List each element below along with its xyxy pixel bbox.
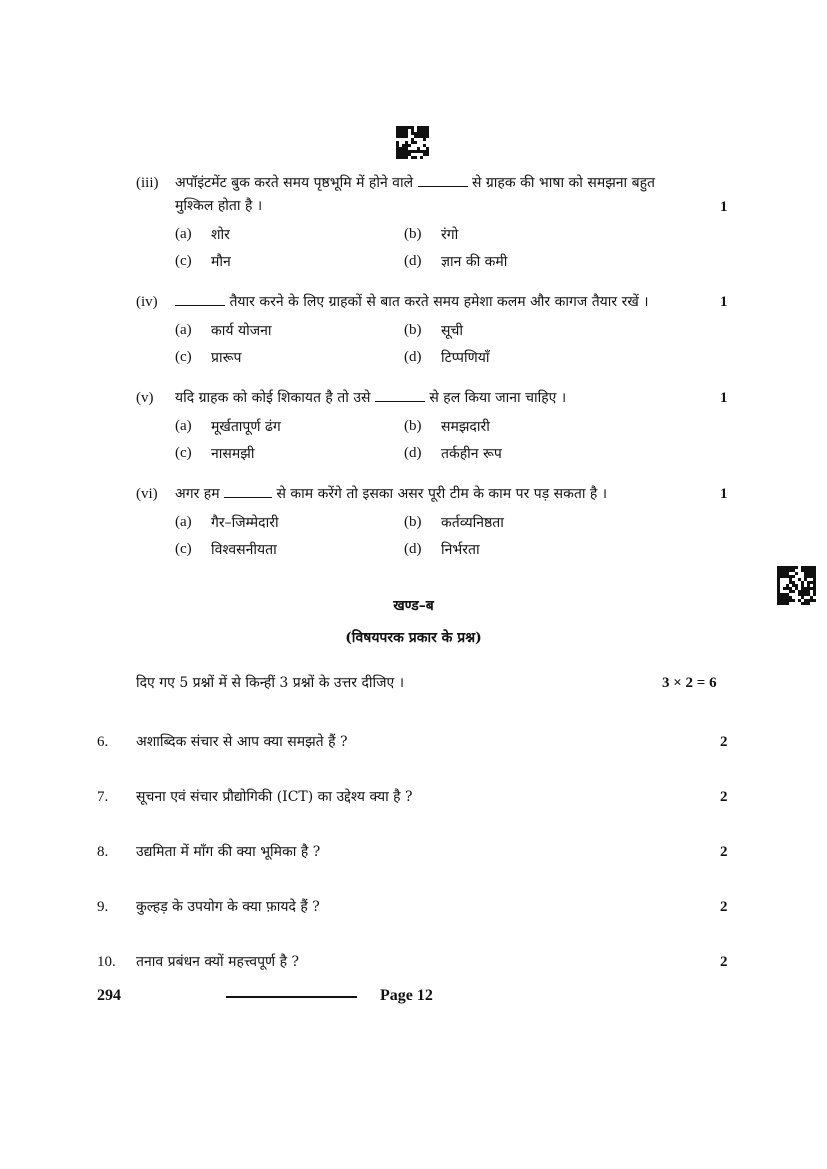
section-subtitle: (विषयपरक प्रकार के प्रश्न) xyxy=(345,630,482,646)
option-label: (d) xyxy=(404,541,422,557)
question-number: 6. xyxy=(97,734,109,750)
option-label: (a) xyxy=(175,514,192,530)
page-number: Page 12 xyxy=(380,987,433,1004)
question-text: तनाव प्रबंधन क्यों महत्त्वपूर्ण है ? xyxy=(136,954,299,970)
question-text xyxy=(175,172,715,218)
question-text-part: से काम करेंगे तो इसका असर पूरी टीम के काम पर पड़ सकता है । xyxy=(276,486,608,502)
question-number: (iv) xyxy=(136,294,158,310)
question-text-part: अपॉइंटमेंट बुक करते समय पृष्ठभूमि में होने वाले xyxy=(175,175,414,191)
qr-code-top xyxy=(396,126,429,159)
question-text xyxy=(175,483,715,506)
section-title: खण्ड–ब xyxy=(393,598,434,614)
option-label: (a) xyxy=(175,418,192,434)
question-text: कुल्हड़ के उपयोग के क्या फ़ायदे हैं ? xyxy=(136,899,320,915)
option-text: कर्तव्यनिष्ठता xyxy=(441,515,504,531)
option-text: निर्भरता xyxy=(441,542,480,558)
option-text: शोर xyxy=(211,227,230,243)
question-number: 10. xyxy=(97,954,116,970)
question-number: (iii) xyxy=(136,175,159,191)
answer-blank xyxy=(418,174,468,187)
question-text-part: तैयार करने के लिए ग्राहकों से बात करते समय हमेशा कलम और कागज तैयार रखें । xyxy=(229,294,649,310)
question-number: 8. xyxy=(97,844,109,860)
question-text-part: यदि ग्राहक को कोई शिकायत है तो उसे xyxy=(175,390,371,406)
option-label: (b) xyxy=(404,418,422,434)
option-text: तर्कहीन रूप xyxy=(441,446,502,462)
question-text-part: अगर हम xyxy=(175,486,220,502)
question-text: उद्यमिता में माँग की क्या भूमिका है ? xyxy=(136,844,321,860)
option-label: (c) xyxy=(175,253,192,269)
question-text: अशाब्दिक संचार से आप क्या समझते हैं ? xyxy=(136,734,348,750)
question-mark: 1 xyxy=(720,390,728,406)
option-label: (d) xyxy=(404,445,422,461)
question-number: (vi) xyxy=(136,486,158,502)
question-text-part: से ग्राहक की भाषा को समझना बहुत xyxy=(472,175,656,191)
paper-code: 294 xyxy=(97,987,121,1004)
question-number: (v) xyxy=(136,390,154,406)
option-text: गैर–जिम्मेदारी xyxy=(211,515,279,531)
option-text: ज्ञान की कमी xyxy=(441,254,508,270)
question-mark: 2 xyxy=(720,954,728,970)
section-instruction-marks: 3 × 2 = 6 xyxy=(662,675,717,691)
answer-blank xyxy=(175,293,225,306)
option-label: (a) xyxy=(175,322,192,338)
option-text: विश्वसनीयता xyxy=(211,542,277,558)
question-text xyxy=(175,387,715,410)
question-mark: 1 xyxy=(720,486,728,502)
question-text-part: से हल किया जाना चाहिए । xyxy=(429,390,567,406)
option-text: सूची xyxy=(441,323,463,339)
question-text: सूचना एवं संचार प्रौद्योगिकी (ICT) का उद्देश्य क्या है ? xyxy=(136,789,413,805)
option-label: (c) xyxy=(175,445,192,461)
answer-blank xyxy=(224,485,272,498)
question-mark: 2 xyxy=(720,844,728,860)
question-number: 9. xyxy=(97,899,109,915)
option-label: (c) xyxy=(175,349,192,365)
option-text: टिप्पणियाँ xyxy=(441,350,490,366)
question-mark: 2 xyxy=(720,734,728,750)
option-label: (d) xyxy=(404,349,422,365)
option-label: (b) xyxy=(404,514,422,530)
option-label: (a) xyxy=(175,226,192,242)
option-text: मौन xyxy=(211,254,231,270)
question-number: 7. xyxy=(97,789,109,805)
option-text: प्रारूप xyxy=(211,350,242,366)
option-label: (d) xyxy=(404,253,422,269)
question-text-part: मुश्किल होता है । xyxy=(175,198,263,214)
option-label: (b) xyxy=(404,226,422,242)
option-text: नासमझी xyxy=(211,446,255,462)
option-text: रंगो xyxy=(441,227,459,243)
option-text: कार्य योजना xyxy=(211,323,272,339)
option-label: (b) xyxy=(404,322,422,338)
option-text: समझदारी xyxy=(441,419,490,435)
question-mark: 2 xyxy=(720,899,728,915)
question-mark: 1 xyxy=(720,294,728,310)
qr-module xyxy=(426,156,429,159)
question-text xyxy=(175,291,715,314)
option-label: (c) xyxy=(175,541,192,557)
section-instruction: दिए गए 5 प्रश्नों में से किन्हीं 3 प्रश्नों के उत्तर दीजिए । xyxy=(136,675,405,691)
question-mark: 2 xyxy=(720,789,728,805)
question-mark: 1 xyxy=(720,199,728,215)
option-text: मूर्खतापूर्ण ढंग xyxy=(211,419,281,435)
footer-divider xyxy=(226,996,357,998)
answer-blank xyxy=(375,389,425,402)
